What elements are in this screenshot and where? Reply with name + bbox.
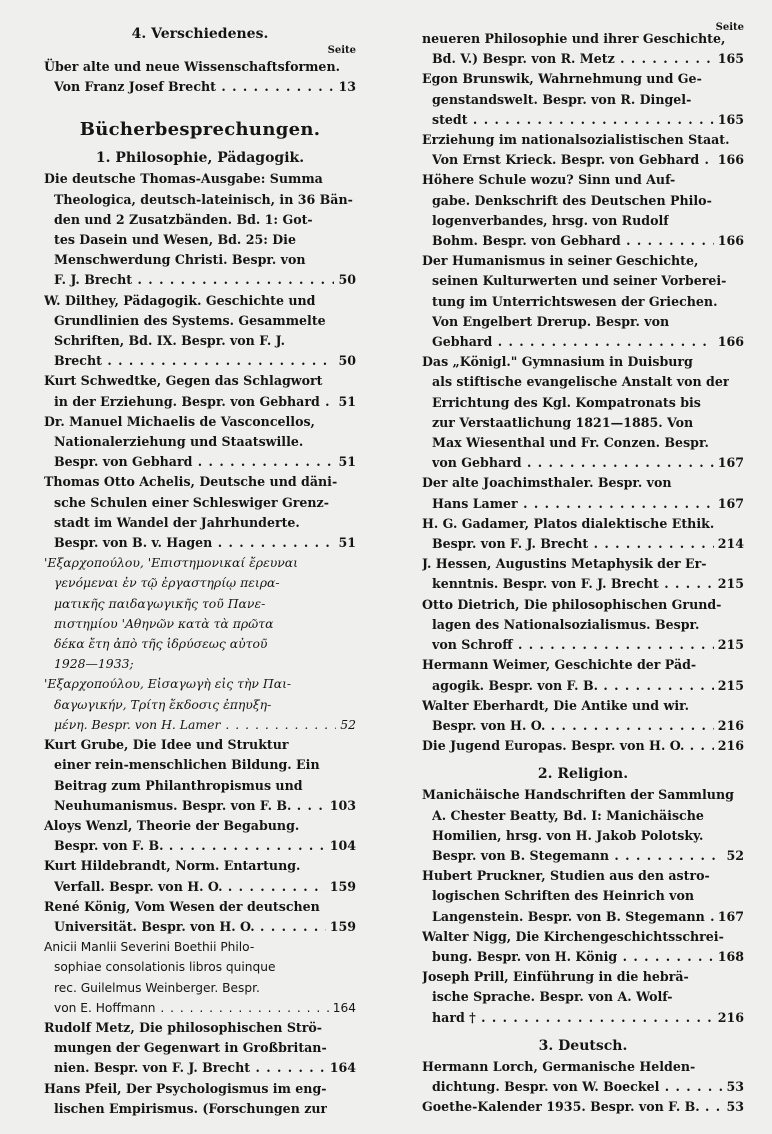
entry-line	[422, 886, 744, 906]
entry-line	[44, 856, 356, 876]
entry-text: Thomas Otto Achelis, Deutsche und däni-	[44, 474, 338, 490]
entry-text: Kurt Grube, Die Idee und Struktur	[44, 737, 289, 753]
index-entry	[422, 170, 744, 251]
entry-text: πιστημίου 'Αθηνῶν κατὰ τὰ πρῶτα	[54, 615, 274, 631]
entry-line	[44, 169, 356, 189]
section-title-religion: 2. Religion.	[537, 766, 629, 783]
entry-line	[44, 796, 356, 816]
index-entry	[422, 866, 744, 927]
entry-text: Bespr. von F. J. Brecht . . .	[432, 534, 714, 554]
section-title-verschiedenes: 4. Verschiedenes.	[131, 26, 269, 42]
page-number: 159	[329, 918, 356, 934]
entry-text: Von Engelbert Drerup. Bespr. von	[432, 313, 670, 329]
index-entry	[44, 735, 356, 816]
section-title-deutsch: 3. Deutsch.	[538, 1037, 628, 1054]
index-entry	[422, 514, 744, 554]
entry-text: hard † . . .	[432, 1008, 714, 1028]
entry-line	[422, 312, 744, 332]
right-column	[422, 20, 744, 1119]
entry-line	[44, 392, 356, 412]
entry-text: gabe. Denkschrift des Deutschen Philo-	[432, 192, 712, 208]
entry-line	[422, 69, 744, 89]
entry-text: in der Erziehung. Bespr. von Gebhard . . .	[54, 392, 334, 412]
page-number: 53	[726, 1078, 744, 1094]
entry-text: agogik. Bespr. von F. B. . . .	[432, 676, 714, 696]
entry-text: Das „Königl." Gymnasium in Duisburg	[422, 354, 693, 370]
entry-text: Erziehung im nationalsozialistischen Staat.	[422, 132, 730, 148]
entry-line	[44, 77, 356, 97]
entry-text: Von Ernst Krieck. Bespr. von Gebhard . . .	[432, 150, 714, 170]
entry-text: logischen Schriften des Heinrich von	[432, 888, 695, 904]
entry-text: lischen Empirismus. (Forschungen zur	[54, 1100, 328, 1116]
entry-line	[44, 755, 356, 775]
index-entry	[44, 897, 356, 937]
page-number: 50	[338, 272, 356, 288]
entry-text: von Schroff . . .	[432, 635, 714, 655]
entry-text: von Gebhard . . .	[432, 453, 714, 473]
entry-text: Walter Eberhardt, Die Antike und wir.	[422, 697, 689, 713]
entry-text: Manichäische Handschriften der Sammlung	[422, 787, 734, 803]
entry-line	[422, 907, 744, 927]
entry-line	[422, 866, 744, 886]
page-number: 215	[717, 677, 744, 693]
entry-text: Homilien, hrsg. von H. Jakob Polotsky.	[432, 827, 704, 843]
entry-line	[422, 947, 744, 967]
entry-line	[44, 371, 356, 391]
entry-line	[44, 270, 356, 290]
entry-text: René König, Vom Wesen der deutschen	[44, 898, 320, 914]
page-number: 13	[338, 79, 356, 95]
entry-line	[422, 494, 744, 514]
entry-text: tes Dasein und Wesen, Bd. 25: Die	[54, 232, 296, 248]
entry-line	[44, 674, 356, 694]
section-title-philosophie: 1. Philosophie, Pädagogik.	[95, 150, 305, 167]
index-entry	[44, 816, 356, 856]
entry-line	[422, 1008, 744, 1028]
entry-text: genstandswelt. Bespr. von R. Dingel-	[432, 91, 692, 107]
entry-text: Kurt Hildebrandt, Norm. Entartung.	[44, 858, 301, 874]
page-number: 215	[717, 576, 744, 592]
entry-text: kenntnis. Bespr. von F. J. Brecht . . .	[432, 574, 714, 594]
page-number: 52	[726, 847, 744, 863]
entry-text: δαγωγικήν, Τρίτη ἔκδοσις ἐπηυξη-	[54, 696, 272, 712]
entry-text: Neuhumanismus. Bespr. von F. B. . . .	[54, 796, 326, 816]
entry-text: Bespr. von B. Stegemann . . .	[432, 846, 722, 866]
entry-line	[422, 967, 744, 987]
entry-text: Dr. Manuel Michaelis de Vasconcellos,	[44, 413, 315, 429]
entry-line	[422, 413, 744, 433]
entry-line	[44, 553, 356, 573]
main-heading: Bücherbesprechungen.	[79, 119, 321, 141]
entry-text: Der Humanismus in seiner Geschichte,	[422, 253, 699, 269]
index-entry	[422, 473, 744, 513]
entry-line	[44, 331, 356, 351]
entry-line	[422, 352, 744, 372]
entry-text: sche Schulen einer Schleswiger Grenz-	[54, 494, 329, 510]
entry-text: Otto Dietrich, Die philosophischen Grund-	[422, 596, 722, 612]
deutsch-entries	[422, 1057, 744, 1118]
entry-text: Max Wiesenthal und Fr. Conzen. Bespr.	[432, 435, 709, 451]
index-entry	[422, 352, 744, 473]
page-number: 216	[717, 738, 744, 754]
entry-line	[422, 473, 744, 493]
index-entry	[44, 291, 356, 372]
entry-line	[44, 291, 356, 311]
entry-line	[44, 897, 356, 917]
entry-text: Nationalerziehung und Staatswille.	[54, 434, 304, 450]
seite-label-right: Seite	[715, 22, 744, 33]
entry-line	[422, 615, 744, 635]
entry-text: Bespr. von H. O. . . .	[432, 716, 714, 736]
entry-text: neueren Philosophie und ihrer Geschichte,	[422, 31, 726, 46]
entry-text: δέκα ἔτη ἀπὸ τῆς ἱδρύσεως αὐτοῦ	[54, 636, 268, 652]
entry-text: den und 2 Zusatzbänden. Bd. 1: Got-	[54, 211, 313, 227]
entry-line	[44, 735, 356, 755]
entry-text: Die Jugend Europas. Bespr. von H. O. . . .	[422, 736, 714, 756]
entry-text: Der alte Joachimsthaler. Bespr. von	[422, 475, 672, 491]
page-number: 166	[717, 233, 744, 249]
entry-text: sophiae consolationis libros quinque	[54, 960, 276, 975]
entry-line	[44, 816, 356, 836]
index-entry	[44, 937, 356, 1018]
entry-text: tung im Unterrichtswesen der Griechen.	[432, 293, 718, 309]
page-number: 167	[717, 908, 744, 924]
entry-line	[422, 1097, 744, 1117]
entry-text: dichtung. Bespr. von W. Boeckel . . .	[432, 1077, 722, 1097]
entry-line	[44, 513, 356, 533]
index-entry	[422, 696, 744, 736]
entry-text: Bohm. Bespr. von Gebhard . . .	[432, 231, 714, 251]
entry-line	[422, 453, 744, 473]
entry-line	[422, 49, 744, 69]
entry-text: H. G. Gadamer, Platos dialektische Ethik.	[422, 515, 715, 531]
entry-line	[44, 978, 356, 998]
entry-line	[44, 351, 356, 371]
entry-line	[44, 1038, 356, 1058]
page-number: 215	[717, 637, 744, 653]
entry-text: mungen der Gegenwart in Großbritan-	[54, 1040, 327, 1056]
index-entry	[422, 251, 744, 352]
entry-text: Hermann Lorch, Germanische Helden-	[422, 1058, 696, 1074]
entry-line	[44, 432, 356, 452]
entry-text: Theologica, deutsch-lateinisch, in 36 Bän-	[54, 191, 353, 207]
entry-line	[44, 1018, 356, 1038]
entry-text: Beitrag zum Philanthropismus und	[54, 777, 303, 793]
entry-line	[44, 190, 356, 210]
entry-line	[44, 776, 356, 796]
page-number: 50	[338, 353, 356, 369]
index-entry	[422, 554, 744, 594]
entry-line	[44, 573, 356, 593]
entry-text: Höhere Schule wozu? Sinn und Auf-	[422, 172, 676, 188]
index-entry	[422, 967, 744, 1028]
entry-line	[44, 1079, 356, 1099]
entry-line	[422, 806, 744, 826]
entry-line	[422, 716, 744, 736]
entry-text: Bespr. von B. v. Hagen . . .	[54, 533, 334, 553]
entry-line	[44, 452, 356, 472]
page-number: 52	[340, 716, 356, 732]
philosophie-entries-continued	[422, 29, 744, 756]
entry-text: seinen Kulturwerten und seiner Vorberei-	[432, 273, 727, 289]
entry-text: Joseph Prill, Einführung in die hebrä-	[422, 969, 689, 985]
entry-line	[422, 846, 744, 866]
entry-line	[44, 311, 356, 331]
entry-text: rec. Guilelmus Weinberger. Bespr.	[54, 980, 260, 995]
entry-line	[44, 57, 356, 77]
entry-text: Hubert Pruckner, Studien aus den astro-	[422, 868, 710, 884]
entry-line	[422, 150, 744, 170]
page-number: 164	[329, 1060, 356, 1076]
index-entry	[44, 472, 356, 553]
entry-line	[44, 836, 356, 856]
entry-text: 'Εξαρχοπούλου, 'Επιστημονικαί ἔρευναι	[44, 555, 299, 571]
index-entry	[44, 553, 356, 674]
entry-line	[422, 29, 744, 49]
entry-text: Die deutsche Thomas-Ausgabe: Summa	[44, 171, 323, 187]
entry-text: 'Εξαρχοπούλου, Εἰσαγωγὴ εἰς τὴν Παι-	[44, 676, 292, 692]
entry-text: Kurt Schwedtke, Gegen das Schlagwort	[44, 373, 323, 389]
entry-line	[422, 170, 744, 190]
entry-line	[422, 927, 744, 947]
entry-line	[422, 191, 744, 211]
entry-line	[44, 877, 356, 897]
index-entry	[422, 130, 744, 170]
entry-line	[44, 472, 356, 492]
entry-text: Hermann Weimer, Geschichte der Päd-	[422, 657, 697, 673]
entry-line	[422, 271, 744, 291]
entry-text: Egon Brunswik, Wahrnehmung und Ge-	[422, 71, 702, 87]
entry-line	[422, 826, 744, 846]
entry-line	[422, 635, 744, 655]
left-column	[44, 20, 356, 1119]
entry-text: als stiftische evangelische Anstalt von der	[432, 374, 730, 390]
entry-line	[44, 412, 356, 432]
religion-entries	[422, 785, 744, 1027]
entry-line	[422, 372, 744, 392]
entry-text: A. Chester Beatty, Bd. I: Manichäische	[432, 807, 704, 823]
entry-line	[422, 655, 744, 675]
entry-text: Bespr. von F. B. . . .	[54, 836, 326, 856]
entry-text: Bespr. von Gebhard . . .	[54, 452, 334, 472]
entry-line	[44, 1058, 356, 1078]
entry-text: Errichtung des Kgl. Kompatronats bis	[432, 394, 701, 410]
entry-text: bung. Bespr. von H. König . . .	[432, 947, 714, 967]
entry-text: F. J. Brecht . . .	[54, 270, 334, 290]
entry-line	[422, 110, 744, 130]
page-number: 51	[338, 454, 356, 470]
entry-line	[422, 433, 744, 453]
entry-text: ische Sprache. Bespr. von A. Wolf-	[432, 989, 673, 1005]
entry-text: stadt im Wandel der Jahrhunderte.	[54, 514, 300, 530]
entry-text: μένη. Bespr. von H. Lamer . . .	[54, 715, 336, 735]
index-entry	[422, 927, 744, 967]
index-entry	[44, 412, 356, 473]
entry-line	[422, 574, 744, 594]
index-entry	[422, 1057, 744, 1097]
entry-text: Hans Lamer . . .	[432, 494, 714, 514]
page-number: 214	[717, 536, 744, 552]
entry-line	[44, 493, 356, 513]
entry-text: stedt . . .	[432, 110, 714, 130]
entry-text: Verfall. Bespr. von H. O. . . .	[54, 877, 326, 897]
entry-line	[422, 785, 744, 805]
entry-text: Über alte und neue Wissenschaftsformen.	[44, 59, 340, 74]
page-number: 168	[717, 948, 744, 964]
entry-line	[44, 1099, 356, 1119]
entry-text: Universität. Bespr. von H. O. . . .	[54, 917, 326, 937]
entry-text: Gebhard . . .	[432, 332, 714, 352]
index-entry	[44, 674, 356, 735]
entry-line	[422, 736, 744, 756]
entry-text: Langenstein. Bespr. von B. Stegemann . . .	[432, 907, 714, 927]
page-number: 166	[717, 334, 744, 350]
index-entry	[44, 1018, 356, 1079]
page-number: 51	[338, 535, 356, 551]
page-number: 103	[329, 797, 356, 813]
seite-label-left: Seite	[327, 45, 356, 56]
entry-line	[44, 937, 356, 957]
index-entry	[44, 1079, 356, 1119]
entry-text: J. Hessen, Augustins Metaphysik der Er-	[422, 556, 707, 572]
entry-text: Von Franz Josef Brecht . . .	[54, 77, 334, 97]
index-entry	[44, 856, 356, 896]
page-number: 159	[329, 878, 356, 894]
entry-text: nien. Bespr. von F. J. Brecht . . .	[54, 1058, 326, 1078]
entry-line	[422, 332, 744, 352]
entry-line	[422, 987, 744, 1007]
entry-line	[44, 715, 356, 735]
entry-line	[44, 998, 356, 1018]
entry-line	[422, 251, 744, 271]
entry-line	[44, 210, 356, 230]
entry-text: Walter Nigg, Die Kirchengeschichtsschrei-	[422, 928, 724, 944]
entry-text: Goethe-Kalender 1935. Bespr. von F. B. . . .	[422, 1097, 722, 1117]
entry-line	[44, 957, 356, 977]
page-number: 167	[717, 455, 744, 471]
page-number: 104	[329, 838, 356, 854]
entry-text: Anicii Manlii Severini Boethii Philo-	[44, 940, 255, 955]
page-number: 51	[338, 393, 356, 409]
index-entry	[422, 29, 744, 69]
entry-verschiedenes	[44, 57, 356, 97]
entry-text: Hans Pfeil, Der Psychologismus im eng-	[44, 1080, 327, 1096]
entry-text: γενόμεναι ἐν τῷ ἐργαστηρίῳ πειρα-	[54, 575, 280, 591]
entry-text: ματικῆς παιδαγωγικῆς τοῦ Πανε-	[54, 595, 266, 611]
entry-text: logenverbandes, hrsg. von Rudolf	[432, 212, 669, 228]
entry-line	[422, 231, 744, 251]
entry-line	[44, 614, 356, 634]
index-entry	[422, 1097, 744, 1117]
entry-line	[422, 595, 744, 615]
page-number: 165	[717, 51, 744, 67]
entry-text: Brecht . . .	[54, 351, 334, 371]
index-entry	[422, 69, 744, 130]
entry-line	[422, 534, 744, 554]
entry-line	[422, 211, 744, 231]
index-entry	[422, 736, 744, 756]
entry-line	[44, 695, 356, 715]
entry-line	[44, 250, 356, 270]
entry-text: Rudolf Metz, Die philosophischen Strö-	[44, 1019, 323, 1035]
entry-text: Bd. V.) Bespr. von R. Metz . . .	[432, 49, 714, 69]
entry-line	[422, 514, 744, 534]
entry-line	[422, 90, 744, 110]
index-entry	[44, 169, 356, 290]
page-number: 165	[717, 111, 744, 127]
entry-line	[422, 1057, 744, 1077]
index-entry	[422, 655, 744, 695]
entry-text: einer rein-menschlichen Bildung. Ein	[54, 757, 320, 773]
page-number: 53	[726, 1099, 744, 1115]
entry-text: 1928—1933;	[54, 656, 134, 672]
entry-line	[422, 130, 744, 150]
entry-line	[422, 292, 744, 312]
entry-text: zur Verstaatlichung 1821—1885. Von	[432, 414, 694, 430]
entry-line	[422, 696, 744, 716]
page-number: 216	[717, 1009, 744, 1025]
entry-line	[44, 917, 356, 937]
entry-text: von E. Hoffmann . . .	[54, 998, 329, 1018]
entry-line	[422, 1077, 744, 1097]
page-number: 166	[717, 152, 744, 168]
entry-line	[44, 230, 356, 250]
entry-text: lagen des Nationalsozialismus. Bespr.	[432, 616, 700, 632]
entry-text: Menschwerdung Christi. Bespr. von	[54, 252, 306, 268]
entry-line	[44, 634, 356, 654]
index-entry	[422, 785, 744, 866]
entry-line	[44, 654, 356, 674]
entry-line	[44, 594, 356, 614]
entry-line	[44, 533, 356, 553]
entry-text: Aloys Wenzl, Theorie der Begabung.	[44, 817, 300, 833]
entry-line	[422, 393, 744, 413]
philosophie-entries	[44, 169, 356, 1119]
entry-line	[422, 676, 744, 696]
entry-text: W. Dilthey, Pädagogik. Geschichte und	[44, 292, 316, 308]
page-number: 167	[717, 495, 744, 511]
entry-text: Schriften, Bd. IX. Bespr. von F. J.	[54, 333, 286, 349]
entry-text: Grundlinien des Systems. Gesammelte	[54, 312, 326, 328]
entry-line	[422, 554, 744, 574]
page-number: 216	[717, 717, 744, 733]
index-entry	[44, 371, 356, 411]
page-number: 164	[332, 1000, 356, 1015]
index-entry	[422, 595, 744, 656]
